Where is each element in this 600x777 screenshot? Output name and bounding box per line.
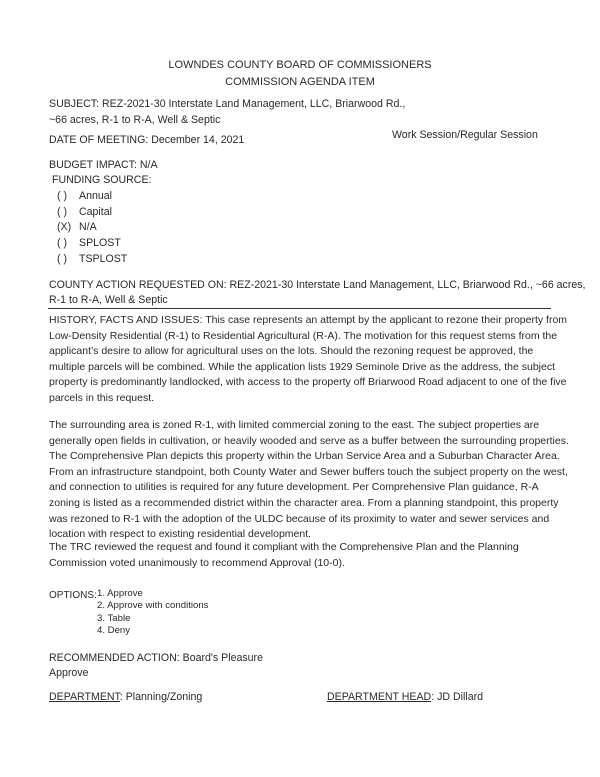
history-paragraph-1 [49,313,569,407]
budget-impact-value: N/A [139,159,158,171]
county-action-line-1 [49,278,586,294]
session-type: Work Session/Regular Session [392,129,538,141]
funding-option-capital [57,205,127,221]
subject-line-2: ~66 acres, R-1 to R-A, Well & Septic [49,114,221,126]
funding-option-label: N/A [79,221,97,234]
checkbox-mark: ( ) [57,190,67,202]
department-head-value: : JD Dillard [431,691,484,703]
checkbox-mark: ( ) [57,205,67,218]
subject-line-1 [49,97,405,113]
meeting-date [49,133,244,149]
budget-impact [49,158,158,174]
history-label: HISTORY, FACTS AND ISSUES: [49,314,203,326]
option-item: 1. Approve [97,588,143,599]
recommended-action-value: Board's Pleasure [182,652,263,664]
funding-option-annual [57,189,127,205]
history-text: This case represents an attempt by the applicant to rezone their property from Low-Density Residential (R-1) to Residential Agricultural (R-A). The motivation for this request stems from the applicant’s desire to allow for agricultural uses on the lots. Should the rezoning request be approved, the multiple parcels will be combined. While the application lists 1929 Seminole Drive as the address, the subject property is predominantly landlocked, with access to the property off Briarwood Road adjacent to one of the five parcels in this request. [49,314,568,404]
county-action-label: COUNTY ACTION REQUESTED ON: [49,279,227,291]
recommended-action-label: RECOMMENDED ACTION: [49,652,180,664]
checkbox-mark: ( ) [57,237,67,250]
option-item: 2. Approve with conditions [97,600,209,612]
department-head [327,690,483,706]
funding-option-label: TSPLOST [79,252,128,265]
org-title: LOWNDES COUNTY BOARD OF COMMISSIONERS [168,59,432,71]
funding-source-list [57,189,127,267]
county-action-line-2: R-1 to R-A, Well & Septic [49,294,168,306]
meeting-date-label: DATE OF MEETING: [49,134,149,146]
department [49,690,202,706]
doc-type-title: COMMISSION AGENDA ITEM [225,76,375,88]
funding-option-na [57,220,127,236]
recommended-action-line-2: Approve [49,667,89,679]
options-label: OPTIONS: [49,590,97,601]
history-paragraph-2: The surrounding area is zoned R-1, with limited commercial zoning to the east. The subject properties are generally open fields in cultivation, or heavily wooded and serve as a buffer between the surrounding properties. The Comprehensive Plan depicts this property within the Urban Service Area and a Suburban Character Area. From an infrastructure standpoint, both County Water and Sewer buffers touch the subject property on the west, and connection to utilities is required for any future development. Per Comprehensive Plan guidance, R-A zoning is listed as a recommended district within the character area. From a planning standpoint, this property was rezoned to R-1 with the adoption of the ULDC because of its proximity to water and sewer services and location with respect to existing residential development. [49,419,569,541]
funding-option-label: Annual [79,190,112,202]
budget-impact-label: BUDGET IMPACT: [49,159,137,171]
funding-option-tsplost [57,252,127,268]
funding-option-splost [57,236,127,252]
section-divider [48,308,551,309]
recommended-action [49,651,263,667]
funding-option-label: Capital [79,205,112,218]
history-paragraph-3: The TRC reviewed the request and found it compliant with the Comprehensive Plan and the Planning Commission voted unanimously to recommend Approval (10-0). [49,541,519,569]
options-list [97,588,208,637]
subject-value: REZ-2021-30 Interstate Land Management, LLC, Briarwood Rd., [102,98,406,110]
department-value: : Planning/Zoning [119,691,203,703]
option-item: 4. Deny [97,624,131,636]
checkbox-mark: ( ) [57,252,67,265]
subject-label: SUBJECT: [49,98,100,110]
county-action-value: REZ-2021-30 Interstate Land Management, LLC, Briarwood Rd., ~66 acres, [229,279,586,291]
meeting-date-value: December 14, 2021 [151,134,245,146]
department-label: DEPARTMENT [49,691,120,703]
option-item: 3. Table [97,612,131,624]
funding-source-label: FUNDING SOURCE: [52,174,152,186]
department-head-label: DEPARTMENT HEAD [327,691,432,703]
checkbox-mark-checked: (X) [57,221,72,234]
funding-option-label: SPLOST [79,237,121,250]
